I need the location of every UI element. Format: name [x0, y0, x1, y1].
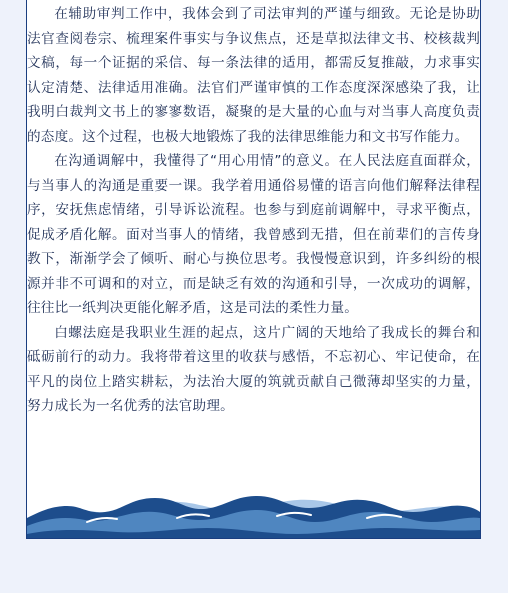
paragraph-mediation: 在沟通调解中，我懂得了“用心用情”的意义。在人民法庭直面群众，与当事人的沟通是重要一课。我学着用通俗易懂的语言向他们解释法律程序，安抚焦虑情绪，引导诉讼流程。也参与到庭前调解中，寻求平衡点，促成矛盾化解。面对当事人的情绪，我曾感到无措，但在前辈们的言传身教下，渐渐学会了倾听、耐心与换位思考。我慢慢意识到，许多纠纷的根源并非不可调和的对立，而是缺乏有效的沟通和引导，一次成功的调解，往往比一纸判决更能化解矛盾，这是司法的柔性力量。 — [27, 153, 480, 316]
paragraph-career-start: 白螺法庭是我职业生涯的起点，这片广阔的天地给了我成长的舞台和砥砺前行的动力。我将带着这里的收获与感悟，不忘初心、牢记使命，在平凡的岗位上踏实耕耘，为法治大厦的筑就贡献自己微薄却坚实的力量，努力成长为一名优秀的法官助理。 — [27, 324, 480, 414]
article-body — [27, 2, 480, 419]
wave-decoration — [27, 492, 480, 538]
article-card — [26, 0, 481, 539]
paragraph-judicial-work: 在辅助审判工作中，我体会到了司法审判的严谨与细致。无论是协助法官查阅卷宗、梳理案件事实与争议焦点，还是草拟法律文书、校核裁判文稿，每一个证据的采信、每一条法律的适用，都需反复推敲，力求事实认定清楚、法律适用准确。法官们严谨审慎的工作态度深深感染了我，让我明白裁判文书上的寥寥数语，凝聚的是大量的心血与对当事人高度负责的态度。这个过程，也极大地锻炼了我的法律思维能力和文书写作能力。 — [27, 6, 480, 145]
